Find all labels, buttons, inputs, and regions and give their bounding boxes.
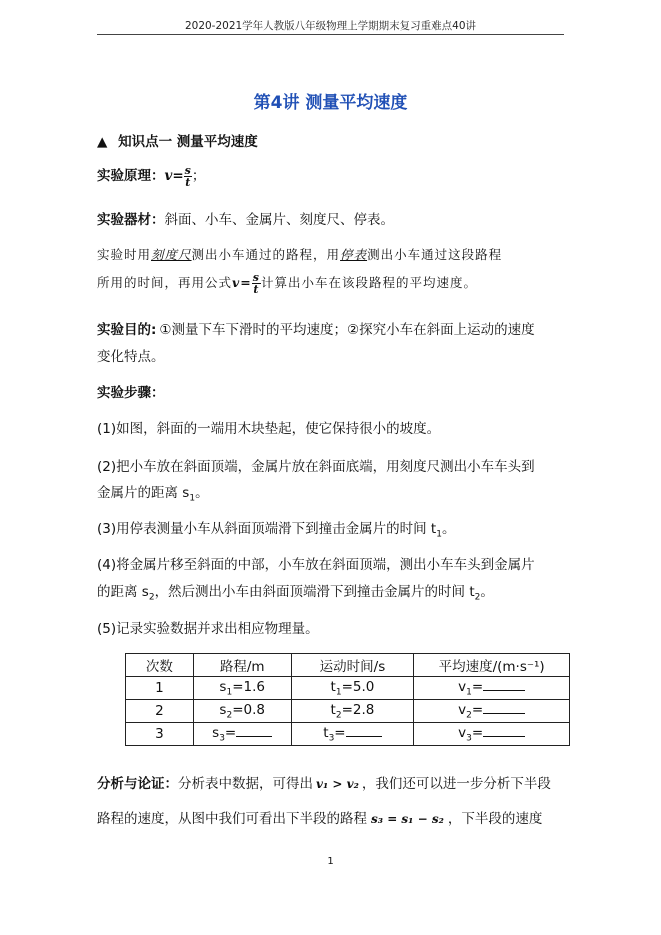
distance-var: s xyxy=(212,724,220,741)
analysis-text-3: 路程的速度，从图中我们可看出下半段的路程 xyxy=(97,811,367,827)
time-value: = xyxy=(334,724,346,741)
step-3 xyxy=(97,517,455,540)
principle-label: 实验原理： xyxy=(97,168,165,184)
time-var: t xyxy=(323,724,329,741)
analysis-text-4: ，下半段的速度 xyxy=(447,811,543,827)
time-sub: 2 xyxy=(335,710,342,721)
time-cell xyxy=(291,723,414,746)
knowledge-point-text: 知识点一 测量平均速度 xyxy=(118,134,258,150)
analysis-text-2: ，我们还可以进一步分析下半段 xyxy=(361,776,551,792)
table-row xyxy=(126,677,570,700)
table-header-cell: 路程/m xyxy=(193,654,291,677)
distance-sub: 2 xyxy=(226,710,233,721)
purpose-line-2: 变化特点。 xyxy=(97,349,165,365)
answer-blank xyxy=(483,679,525,691)
step-2-text: 金属片的距离 s xyxy=(97,485,190,501)
method-text-3: 测出小车通过这段路程 xyxy=(367,247,503,262)
equipment-label: 实验器材： xyxy=(97,212,165,228)
analysis-formula: s₃ = s₁ − s₂ xyxy=(371,812,444,826)
step-2-end: 。 xyxy=(195,485,209,501)
purpose-line-1 xyxy=(97,318,535,338)
step-2-line-1: (2)把小车放在斜面顶端，金属片放在斜面底端，用刻度尺测出小车车头到 xyxy=(97,459,535,475)
speed-value: = xyxy=(471,678,484,695)
triangle-marker-icon: ▲ xyxy=(97,134,108,150)
method-numerator: s xyxy=(252,271,260,284)
page-header: 2020-2021学年人教版八年级物理上学期期末复习重难点40讲 xyxy=(184,20,477,32)
step-3-text: (3)用停表测量小车从斜面顶端滑下到撞击金属片的时间 t xyxy=(97,521,437,537)
distance-cell xyxy=(193,700,291,723)
steps-label: 实验步骤： xyxy=(97,385,165,401)
speed-var: v xyxy=(458,701,467,718)
principle-numerator: s xyxy=(184,163,191,177)
page-title: 第4讲 测量平均速度 xyxy=(253,93,408,113)
principle-formula-var: v xyxy=(164,168,173,184)
analysis-text-1: 分析表中数据，可得出 xyxy=(178,776,313,792)
method-text-1: 实验时用 xyxy=(97,247,152,262)
knowledge-point-heading xyxy=(97,130,258,150)
analysis-line-1 xyxy=(97,772,551,792)
distance-value: =1.6 xyxy=(232,678,265,695)
distance-sub: 3 xyxy=(219,733,225,744)
analysis-label: 分析与论证： xyxy=(97,776,178,792)
method-line-2 xyxy=(97,272,477,295)
table-header-cell: 次数 xyxy=(126,654,194,677)
data-table xyxy=(125,653,570,746)
principle-eq: = xyxy=(172,168,184,184)
speed-var: v xyxy=(458,724,467,741)
speed-var: v xyxy=(458,678,467,695)
step-4-text-1: 的距离 s xyxy=(97,584,149,600)
table-header-cell: 运动时间/s xyxy=(291,654,414,677)
analysis-inequality: v₁ > v₂ xyxy=(316,777,359,791)
time-cell xyxy=(291,677,414,700)
time-var: t xyxy=(330,701,336,718)
step-2-sub: 1 xyxy=(189,493,196,504)
answer-blank xyxy=(483,725,525,737)
principle-denominator: t xyxy=(185,175,191,189)
time-cell xyxy=(291,700,414,723)
distance-cell xyxy=(193,677,291,700)
speed-value: = xyxy=(471,701,484,718)
method-tool-1: 刻度尺 xyxy=(151,247,192,262)
step-5: (5)记录实验数据并求出相应物理量。 xyxy=(97,621,319,637)
answer-blank xyxy=(483,702,525,714)
speed-sub: 1 xyxy=(466,687,472,698)
speed-value: = xyxy=(471,724,484,741)
method-line-1 xyxy=(97,245,502,263)
step-4-sub-2: 2 xyxy=(474,592,481,603)
table-header-cell: 平均速度/(m·s⁻¹) xyxy=(414,654,570,677)
table-header-row xyxy=(126,654,570,677)
distance-var: s xyxy=(219,701,227,718)
table-row xyxy=(126,723,570,746)
speed-sub: 2 xyxy=(466,710,472,721)
step-3-sub: 1 xyxy=(436,529,442,540)
time-var: t xyxy=(330,678,336,695)
distance-cell xyxy=(193,723,291,746)
trial-number: 2 xyxy=(126,700,194,723)
step-4-end: 。 xyxy=(480,584,494,600)
header-divider xyxy=(97,34,564,35)
time-value: =5.0 xyxy=(341,678,375,695)
time-value: =2.8 xyxy=(341,701,375,718)
purpose-text-1: ①测量下车下滑时的平均速度；②探究小车在斜面上运动的速度 xyxy=(159,322,535,338)
analysis-line-2 xyxy=(97,807,542,827)
time-sub: 1 xyxy=(335,687,342,698)
distance-sub: 1 xyxy=(226,687,233,698)
principle-fraction xyxy=(184,165,192,188)
method-tool-2: 停表 xyxy=(340,247,368,262)
method-formula-var: v xyxy=(232,275,241,290)
step-3-end: 。 xyxy=(441,521,456,537)
distance-value: = xyxy=(224,724,237,741)
equipment-line xyxy=(97,208,394,228)
step-4-line-2 xyxy=(97,580,494,603)
step-4-text-2: ，然后测出小车由斜面顶端滑下到撞击金属片的时间 t xyxy=(154,584,475,600)
trial-number: 1 xyxy=(126,677,194,700)
speed-cell xyxy=(414,700,570,723)
method-fraction xyxy=(252,272,261,295)
speed-cell xyxy=(414,723,570,746)
purpose-label: 实验目的: xyxy=(97,322,157,338)
step-4-line-1: (4)将金属片移至斜面的中部，小车放在斜面顶端，测出小车车头到金属片 xyxy=(97,557,535,573)
answer-blank xyxy=(346,725,382,737)
method-text-2: 测出小车通过的路程，用 xyxy=(191,247,341,262)
step-4-sub-1: 2 xyxy=(148,592,155,603)
method-text-5: 计算出小车在该段路程的平均速度。 xyxy=(260,275,477,290)
method-eq: = xyxy=(240,275,252,290)
method-denominator: t xyxy=(253,283,260,296)
step-2-line-2 xyxy=(97,481,209,504)
speed-sub: 3 xyxy=(466,733,472,744)
principle-suffix: ； xyxy=(191,168,206,184)
speed-cell xyxy=(414,677,570,700)
table-row xyxy=(126,700,570,723)
distance-var: s xyxy=(219,678,227,695)
answer-blank xyxy=(236,725,272,737)
trial-number: 3 xyxy=(126,723,194,746)
method-text-4: 所用的时间，再用公式 xyxy=(97,275,233,290)
page-number: 1 xyxy=(327,856,334,867)
distance-value: =0.8 xyxy=(232,701,265,718)
principle-line xyxy=(97,164,205,188)
time-sub: 3 xyxy=(328,733,335,744)
equipment-text: 斜面、小车、金属片、刻度尺、停表。 xyxy=(164,212,394,228)
step-1: (1)如图，斜面的一端用木块垫起，使它保持很小的坡度。 xyxy=(97,421,441,437)
